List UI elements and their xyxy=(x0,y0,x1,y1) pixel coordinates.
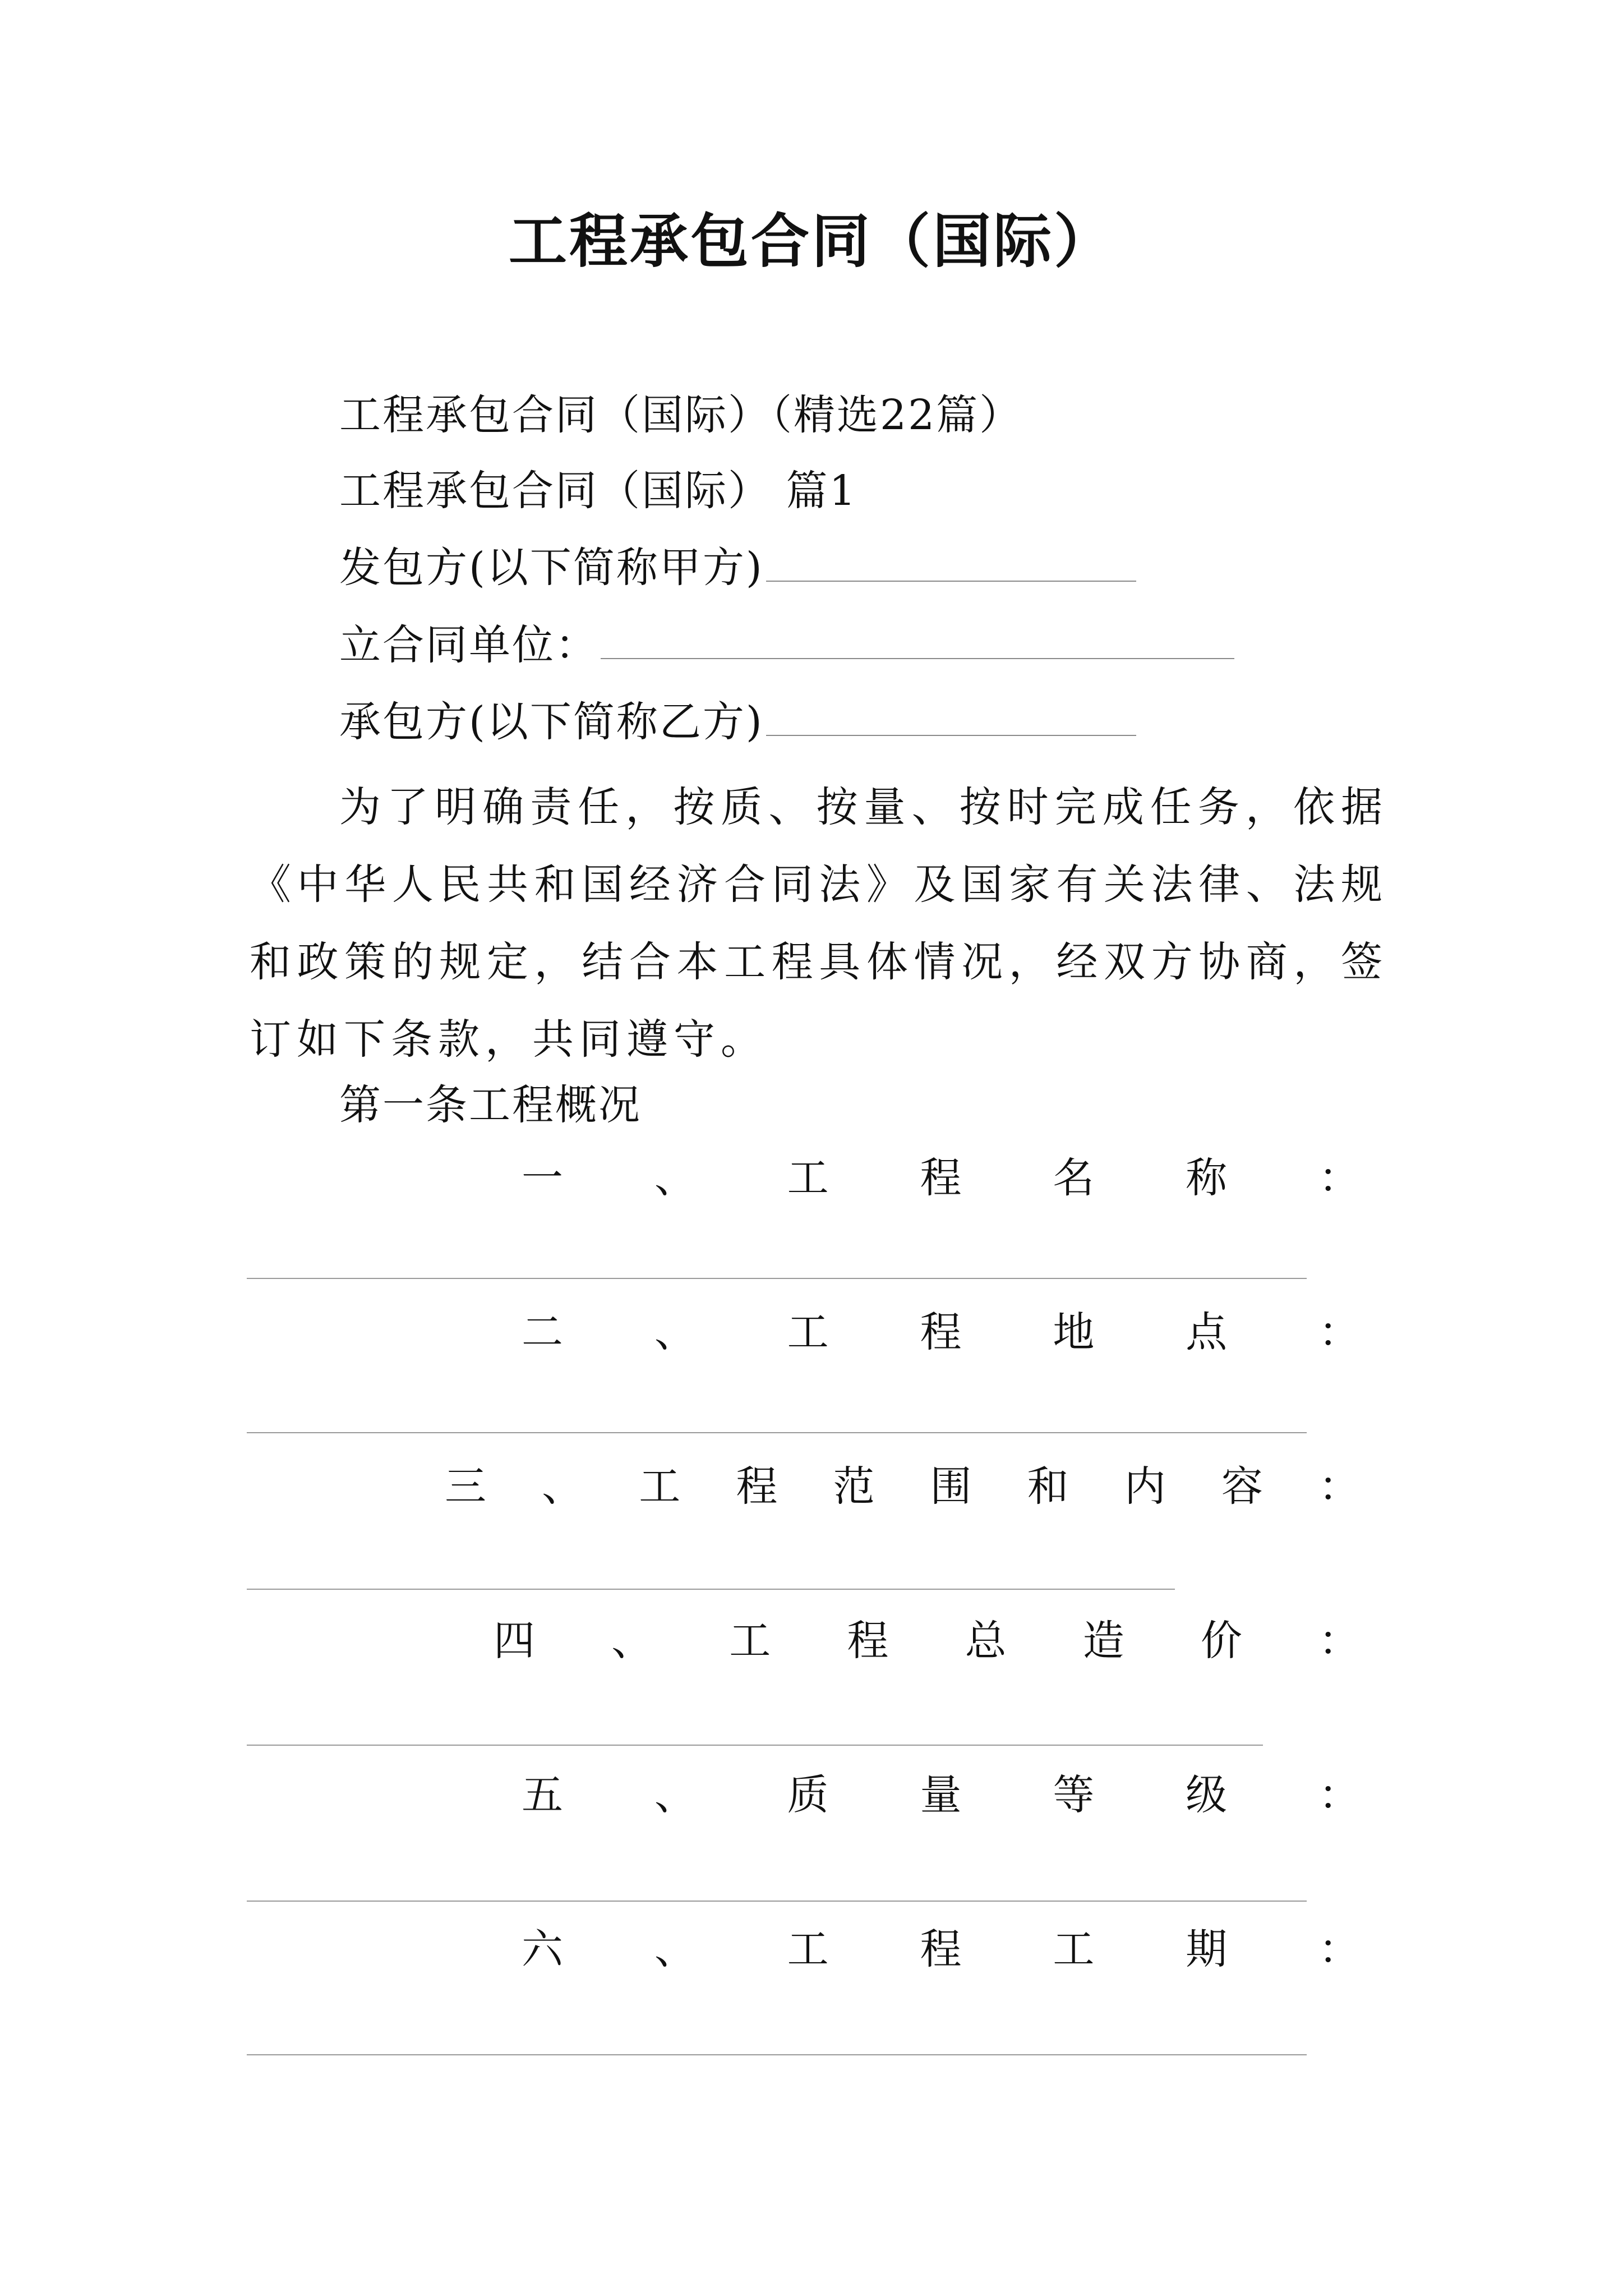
contract-unit-label: 立合同单位： xyxy=(339,621,598,669)
item-2-char: 工 xyxy=(787,1308,829,1356)
item-6-char: 、 xyxy=(654,1925,696,1973)
contractor-label: 承包方(以下简称乙方) xyxy=(339,698,764,746)
item-4-char: 造 xyxy=(1082,1617,1124,1665)
employer-field xyxy=(339,540,1136,596)
item-6-char: 程 xyxy=(920,1925,962,1973)
employer-blank xyxy=(766,541,1136,582)
item-4-char: ： xyxy=(1318,1617,1360,1665)
item-6-char: 工 xyxy=(1053,1925,1095,1973)
item-3-char: 范 xyxy=(833,1462,875,1511)
item-3-char: 和 xyxy=(1027,1462,1069,1511)
item-2-char: 二 xyxy=(522,1308,563,1356)
item-5-char: 等 xyxy=(1053,1771,1095,1819)
item-4-char: 总 xyxy=(965,1617,1007,1665)
item-5-char: 量 xyxy=(920,1771,962,1819)
document-subtitle: 工程承包合同（国际）（精选22篇） xyxy=(339,391,1023,439)
item-2-row xyxy=(522,1304,1360,1360)
item-5-char: 级 xyxy=(1186,1771,1228,1819)
item-1-answer-line xyxy=(247,1278,1307,1279)
item-3-char: 工 xyxy=(639,1462,681,1511)
item-3-row xyxy=(445,1458,1360,1515)
item-2-char: 点 xyxy=(1186,1308,1228,1356)
item-6-char: 期 xyxy=(1186,1925,1228,1973)
item-2-char: 程 xyxy=(920,1308,962,1356)
item-1-row xyxy=(522,1150,1360,1206)
item-1-char: 名 xyxy=(1053,1154,1095,1202)
item-3-char: 三 xyxy=(445,1462,486,1511)
item-4-char: 程 xyxy=(847,1617,889,1665)
item-2-char: 地 xyxy=(1053,1308,1095,1356)
item-4-char: 工 xyxy=(729,1617,771,1665)
item-6-answer-line xyxy=(247,2054,1307,2055)
item-3-char: 内 xyxy=(1124,1462,1166,1511)
item-5-row xyxy=(522,1767,1360,1823)
section-heading: 工程承包合同（国际） 篇1 xyxy=(339,467,857,515)
item-1-char: 工 xyxy=(787,1154,829,1202)
item-4-char: 四 xyxy=(494,1617,535,1665)
item-3-char: 程 xyxy=(736,1462,778,1511)
contractor-blank xyxy=(766,696,1136,736)
item-1-char: 称 xyxy=(1186,1154,1228,1202)
intro-paragraph: 为了明确责任，按质、按量、按时完成任务，依据《中华人民共和国经济合同法》及国家有关法律、法规和政策的规定，结合本工程具体情况，经双方协商，签订如下条款，共同遵守。 xyxy=(250,783,1388,1064)
contractor-field xyxy=(339,694,1136,750)
item-6-char: 工 xyxy=(787,1925,829,1973)
item-3-char: ： xyxy=(1318,1462,1360,1511)
article-1-heading: 第一条工程概况 xyxy=(339,1081,642,1129)
item-6-char: ： xyxy=(1318,1925,1360,1973)
item-4-char: 价 xyxy=(1200,1617,1242,1665)
item-6-char: 六 xyxy=(522,1925,563,1973)
employer-label: 发包方(以下简称甲方) xyxy=(339,544,764,592)
item-2-char: ： xyxy=(1318,1308,1360,1356)
item-4-answer-line xyxy=(247,1745,1263,1746)
item-3-char: 容 xyxy=(1221,1462,1263,1511)
item-1-char: ： xyxy=(1318,1154,1360,1202)
item-2-char: 、 xyxy=(654,1308,696,1356)
item-5-char: 、 xyxy=(654,1771,696,1819)
item-4-char: 、 xyxy=(611,1617,653,1665)
item-5-char: 五 xyxy=(522,1771,563,1819)
item-3-char: 围 xyxy=(930,1462,972,1511)
item-1-char: 程 xyxy=(920,1154,962,1202)
contract-unit-field xyxy=(339,617,1234,673)
item-5-answer-line xyxy=(247,1901,1307,1902)
item-5-char: 质 xyxy=(787,1771,829,1819)
item-3-char: 、 xyxy=(542,1462,584,1511)
document-title: 工程承包合同（国际） xyxy=(508,207,1114,275)
item-1-char: 一 xyxy=(522,1154,563,1202)
item-4-row xyxy=(494,1613,1360,1669)
item-5-char: ： xyxy=(1318,1771,1360,1819)
item-1-char: 、 xyxy=(654,1154,696,1202)
contract-unit-blank xyxy=(601,619,1234,659)
item-6-row xyxy=(522,1921,1360,1977)
item-3-answer-line xyxy=(247,1589,1175,1590)
item-2-answer-line xyxy=(247,1432,1307,1433)
